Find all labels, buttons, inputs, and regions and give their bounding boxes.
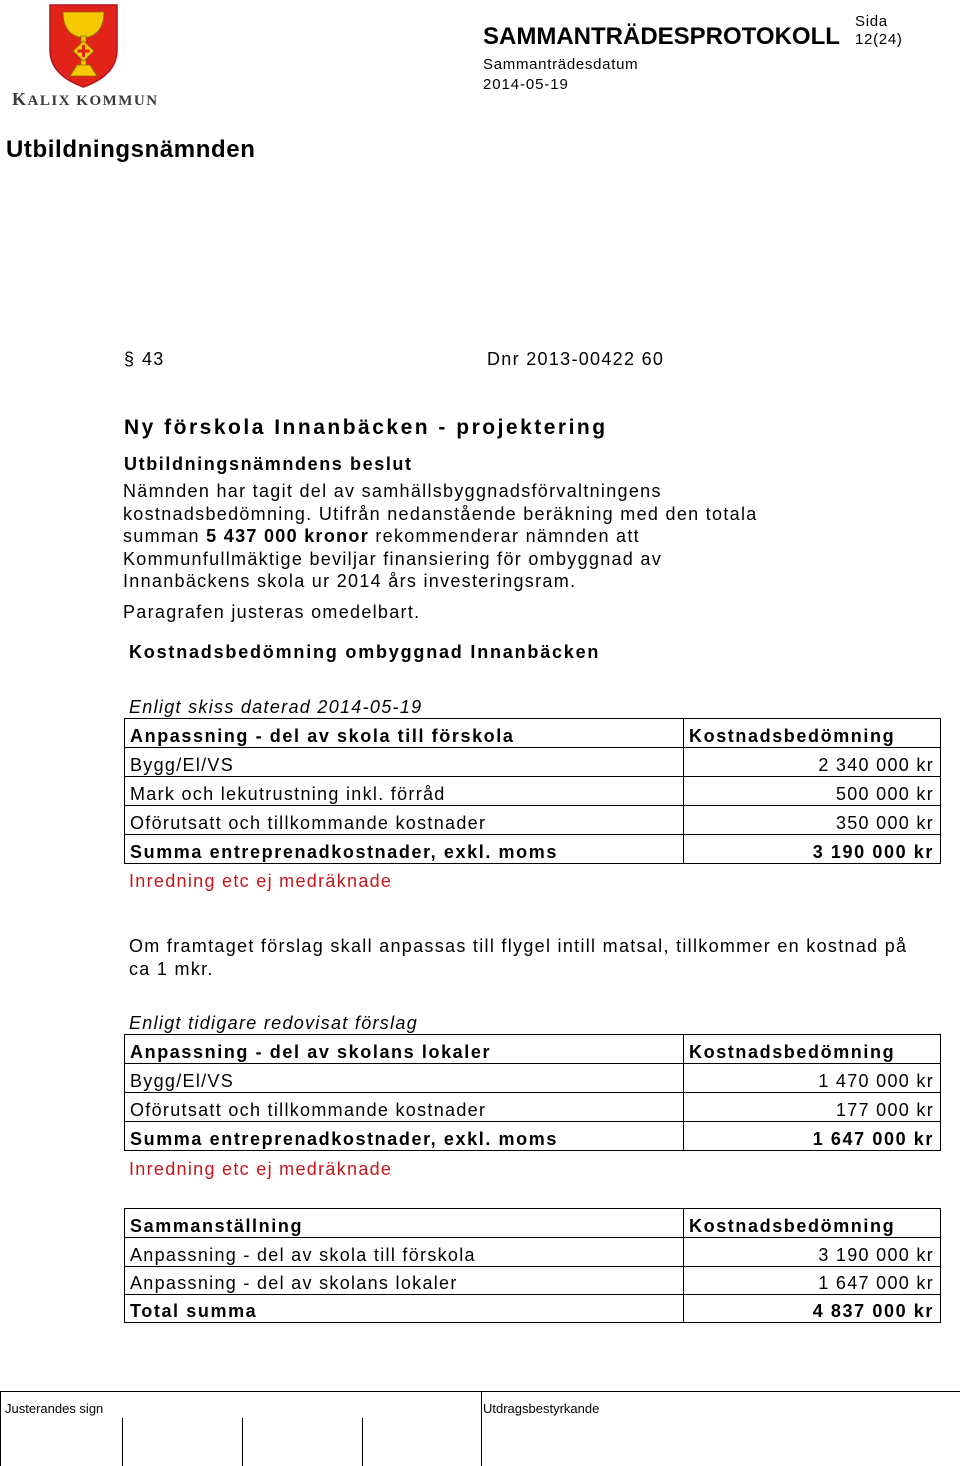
total-value: 1 647 000 kr — [812, 1129, 934, 1149]
column-header-value: Kostnadsbedömning — [689, 726, 896, 746]
table-header-row — [125, 719, 940, 748]
column-header-label: Anpassning - del av skolans lokaler — [125, 1035, 684, 1063]
paragraph-number: 43 — [142, 349, 165, 369]
decision-text — [123, 480, 758, 593]
decision-line: Innanbäckens skola ur 2014 års investeringsram. — [123, 571, 577, 591]
table-total-row — [125, 835, 940, 864]
decision-heading: Utbildningsnämndens beslut — [124, 454, 413, 474]
committee-name: Utbildningsnämnden — [6, 136, 256, 163]
cost-table-sketch — [124, 718, 941, 864]
paragraph-title: Ny förskola Innanbäcken - projektering — [124, 416, 608, 439]
page-number: 12(24) — [855, 31, 903, 48]
justification-text: Paragrafen justeras omedelbart. — [123, 602, 421, 622]
cost-table-summary — [124, 1208, 941, 1323]
diary-number: Dnr 2013-00422 60 — [487, 349, 665, 369]
table-header-row — [125, 1035, 940, 1064]
cost-table-previous — [124, 1034, 941, 1151]
row-label: Oförutsatt och tillkommande kostnader — [125, 1093, 684, 1121]
furnishing-note: Inredning etc ej medräknade — [129, 1159, 393, 1179]
row-value: 177 000 kr — [835, 1100, 934, 1120]
row-value: 2 340 000 kr — [818, 755, 934, 775]
amount-prefix: summan — [123, 526, 200, 546]
decision-line: Kommunfullmäktige beviljar finansiering för ombyggnad av — [123, 548, 663, 569]
row-label: Anpassning - del av skolans lokaler — [125, 1267, 684, 1294]
cost-heading: Kostnadsbedömning ombyggnad Innanbäcken — [129, 642, 601, 662]
meeting-date-label: Sammanträdesdatum — [483, 56, 639, 73]
row-label: Bygg/El/VS — [125, 1064, 684, 1092]
logo-text: KALIX KOMMUN — [12, 89, 159, 109]
alternative-note — [129, 935, 907, 980]
coat-of-arms-icon — [48, 3, 120, 91]
table-row — [125, 1093, 940, 1122]
amount-suffix: rekommenderar nämnden att — [375, 526, 640, 546]
table-total-row — [125, 1122, 940, 1151]
total-value: 3 190 000 kr — [812, 842, 934, 862]
footer-top-rule — [0, 1391, 960, 1392]
signature-box-divider — [122, 1418, 123, 1466]
row-label: Mark och lekutrustning inkl. förråd — [125, 777, 684, 805]
page-label: Sida — [855, 13, 888, 30]
municipality-logo — [0, 0, 170, 112]
table-row — [125, 1238, 940, 1267]
extract-label: Utdragsbestyrkande — [483, 1401, 600, 1416]
table-caption: Enligt tidigare redovisat förslag — [129, 1013, 419, 1033]
total-label: Summa entreprenadkostnader, exkl. moms — [125, 835, 684, 863]
column-header-value: Kostnadsbedömning — [689, 1216, 896, 1236]
furnishing-note: Inredning etc ej medräknade — [129, 871, 393, 891]
table-row — [125, 806, 940, 835]
column-header-value: Kostnadsbedömning — [689, 1042, 896, 1062]
signature-label: Justerandes sign — [5, 1401, 104, 1416]
decision-line — [123, 525, 758, 548]
document-type: SAMMANTRÄDESPROTOKOLL — [483, 23, 840, 50]
meeting-date: 2014-05-19 — [483, 76, 569, 93]
table-row — [125, 748, 940, 777]
table-total-row — [125, 1295, 940, 1323]
column-header-label: Anpassning - del av skola till förskola — [125, 719, 684, 747]
decision-line: kostnadsbedömning. Utifrån nedanstående beräkning med den totala — [123, 503, 758, 524]
paragraph-sign: § — [124, 349, 136, 369]
row-value: 1 647 000 kr — [818, 1273, 934, 1293]
footer-divider — [481, 1391, 482, 1466]
signature-box-divider — [242, 1418, 243, 1466]
alternative-note-line: ca 1 mkr. — [129, 958, 214, 979]
row-label: Bygg/El/VS — [125, 748, 684, 776]
row-label: Oförutsatt och tillkommande kostnader — [125, 806, 684, 834]
table-header-row — [125, 1209, 940, 1238]
row-value: 500 000 kr — [835, 784, 934, 804]
table-caption: Enligt skiss daterad 2014-05-19 — [129, 697, 423, 717]
total-amount: 5 437 000 kronor — [206, 526, 370, 546]
total-value: 4 837 000 kr — [812, 1301, 934, 1321]
total-label: Summa entreprenadkostnader, exkl. moms — [125, 1122, 684, 1150]
row-value: 350 000 kr — [835, 813, 934, 833]
row-value: 3 190 000 kr — [818, 1245, 934, 1265]
table-row — [125, 1267, 940, 1295]
column-header-label: Sammanställning — [125, 1209, 684, 1237]
row-value: 1 470 000 kr — [818, 1071, 934, 1091]
row-label: Anpassning - del av skola till förskola — [125, 1238, 684, 1266]
decision-line: Nämnden har tagit del av samhällsbyggnadsförvaltningens — [123, 481, 662, 501]
signature-box-divider — [362, 1418, 363, 1466]
footer-left-border — [0, 1391, 1, 1466]
table-row — [125, 1064, 940, 1093]
table-row — [125, 777, 940, 806]
total-label: Total summa — [125, 1295, 684, 1322]
alternative-note-line: Om framtaget förslag skall anpassas till flygel intill matsal, tillkommer en kostnad på — [129, 936, 908, 956]
